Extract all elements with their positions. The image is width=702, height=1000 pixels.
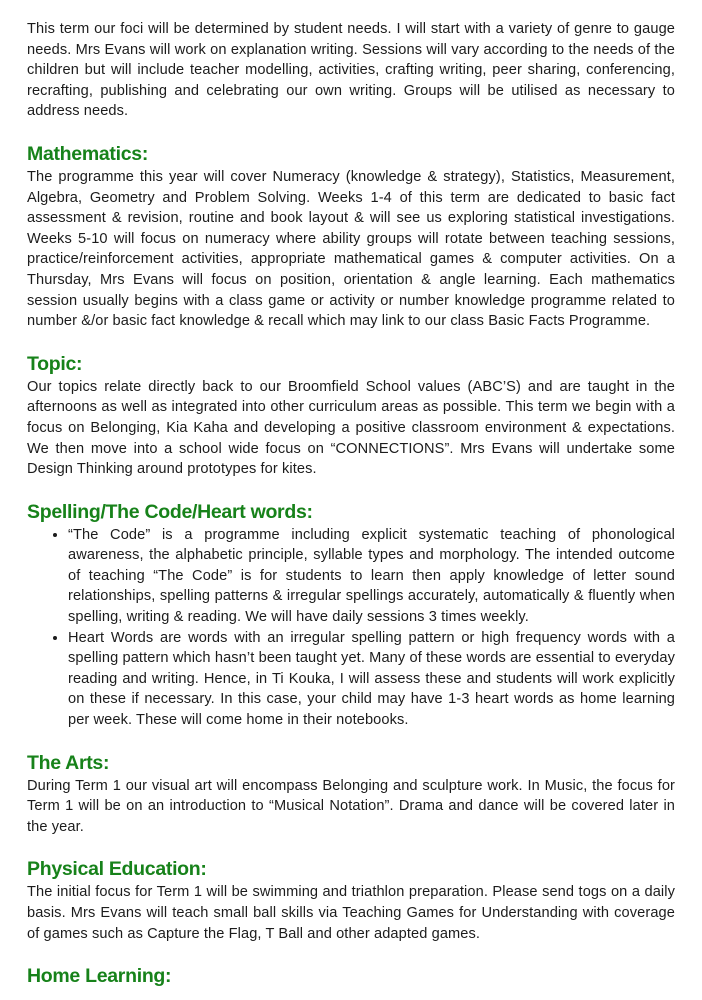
heading-physical-education: Physical Education: <box>27 858 207 881</box>
the-arts-paragraph: During Term 1 our visual art will encompass Belonging and sculpture work. In Music, the focus for Term 1 will be on an introduction to “Musical Notation”. Drama and dance will be covered later in the year. <box>27 777 675 835</box>
physical-education-paragraph: The initial focus for Term 1 will be swimming and triathlon preparation. Please send togs on a daily basis. Mrs Evans will teach small ball skills via Teaching Games for Understanding with coverage of games such as Capture the Flag, T Ball and other adapted games. <box>27 884 675 942</box>
heading-the-arts: The Arts: <box>27 751 110 774</box>
bullet-item-heart-words: • Heart Words are words with an irregular spelling pattern or high frequency words with a spelling pattern which hasn’t been taught yet. Many of these words are essential to everyday reading and writing. Hence, in Ti Kouka, I will assess these and students will work explicitly on these if necessary. In this case, your child may have 1-3 heart words as home learning per week. These will come home in their notebooks. <box>68 628 675 731</box>
heading-mathematics: Mathematics: <box>27 142 149 165</box>
heading-home-learning: Home Learning: <box>27 965 172 988</box>
mathematics-paragraph: The programme this year will cover Numeracy (knowledge & strategy), Statistics, Measurement, Algebra, Geometry and Problem Solving. Weeks 1-4 of this term are dedicated to basic fact assessment & revision, routine and book layout & will see us exploring statistical investigations. Weeks 5-10 will focus on numeracy where ability groups will rotate between teaching sessions, practice/reinforcement activities, appropriate mathematical games & computer activities. On a Thursday, Mrs Evans will focus on position, orientation & angle learning. Each mathematics session usually begins with a class game or activity or number knowledge programme related to number &/or basic fact knowledge & recall which may link to our class Basic Facts Programme. <box>27 168 675 330</box>
spelling-bullet-list <box>27 525 675 731</box>
bullet-item-the-code: • “The Code” is a programme including explicit systematic teaching of phonological awareness, the alphabetic principle, syllable types and morphology. The intended outcome of teaching “The Code” is for students to learn then apply knowledge of letter sound relationships, spelling patterns & irregular spellings accurately, automatically & fluently when spelling, writing & reading. We will have daily sessions 3 times weekly. <box>68 525 675 628</box>
topic-paragraph: Our topics relate directly back to our Broomfield School values (ABC’S) and are taught in the afternoons as well as integrated into other curriculum areas as possible. This term we begin with a focus on Belonging, Kia Kaha and developing a positive classroom environment & expectations. We then move into a school wide focus on “CONNECTIONS”. Mrs Evans will undertake some Design Thinking around prototypes for kites. <box>27 378 675 478</box>
heading-topic: Topic: <box>27 352 83 375</box>
heading-spelling-the-code-heart-words: Spelling/The Code/Heart words: <box>27 500 313 523</box>
intro-paragraph: This term our foci will be determined by student needs. I will start with a variety of genre to gauge needs. Mrs Evans will work on explanation writing. Sessions will vary according to the needs of the children but will include teacher modelling, activities, crafting writing, peer sharing, conferencing, recrafting, publishing and celebrating our own writing. Groups will be utilised as necessary to address needs. <box>27 21 675 120</box>
